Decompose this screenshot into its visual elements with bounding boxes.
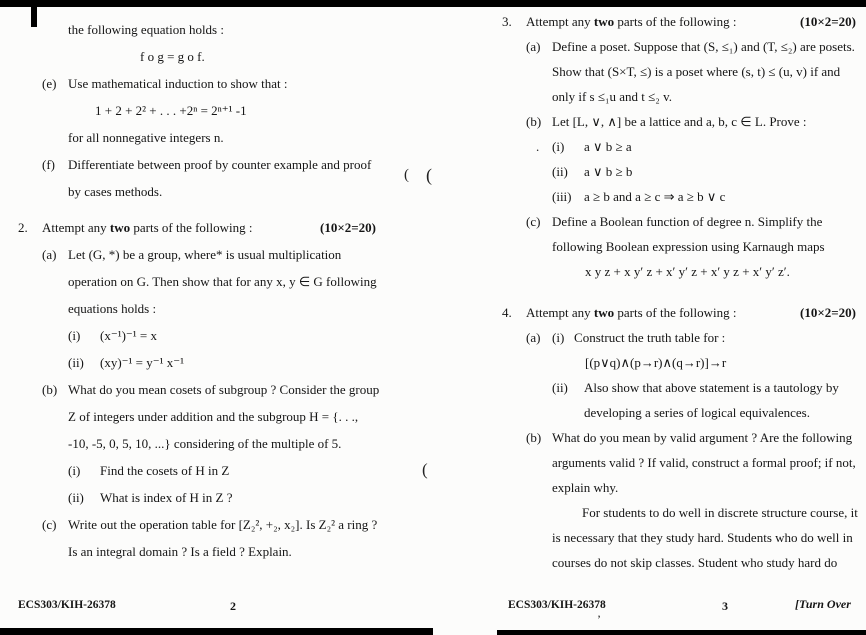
text-line <box>502 189 856 214</box>
text-line <box>502 505 856 530</box>
line-text: [(p∨q)∧(p→r)∧(q→r)]→r <box>585 355 727 370</box>
item-label: 3. <box>502 14 512 29</box>
text-line <box>18 463 396 490</box>
item-label: 2. <box>18 220 28 235</box>
item-label: (a) <box>526 330 541 345</box>
line-text: a ∨ b ≥ a <box>584 139 632 154</box>
footer-course-code-right: ECS303/KIH-26378 <box>508 599 606 611</box>
text-line <box>502 455 856 480</box>
item-label: (c) <box>42 517 57 532</box>
line-text: explain why. <box>552 480 619 495</box>
item-label: (b) <box>526 430 542 445</box>
line-text: only if s ≤₁u and t ≤₂ v. <box>552 89 672 104</box>
marks-label: (10×2=20) <box>800 305 856 320</box>
turn-over-label: [Turn Over <box>795 597 851 611</box>
text-line <box>502 530 856 555</box>
item-label: (ii) <box>552 164 568 179</box>
line-spacer <box>18 211 396 220</box>
line-text: What do you mean by valid argument ? Are the following <box>552 430 853 445</box>
text-line <box>18 220 396 247</box>
scan-edge-bottom-left <box>0 628 433 635</box>
stray-paren-mark: ( <box>422 460 428 479</box>
text-line <box>502 114 856 139</box>
text-line <box>502 139 856 164</box>
text-line <box>502 405 856 430</box>
text-line <box>18 130 396 157</box>
item-label: (i) <box>68 463 81 478</box>
item-label: 4. <box>502 305 512 320</box>
footer-page-number-right: 3 <box>722 599 728 613</box>
line-text: For students to do well in discrete structure course, it <box>582 505 858 520</box>
text-line <box>502 14 856 39</box>
line-text: a ≥ b and a ≥ c ⇒ a ≥ b ∨ c <box>584 189 726 204</box>
text-line <box>502 305 856 330</box>
line-text: Let [L, ∨, ∧] be a lattice and a, b, c ∈ L. Prove : <box>552 114 807 129</box>
line-text: (i) Construct the truth table for : <box>552 330 726 345</box>
text-line <box>18 490 396 517</box>
line-text: equations holds : <box>68 301 157 316</box>
line-text: Define a poset. Suppose that (S, ≤₁) and (T, ≤₂) are posets. <box>552 39 855 54</box>
line-text: Attempt any two parts of the following : <box>526 14 737 29</box>
text-line <box>502 64 856 89</box>
text-line <box>502 214 856 239</box>
text-line <box>502 39 856 64</box>
stray-paren-mark: ( <box>404 167 409 183</box>
text-line <box>502 239 856 264</box>
item-label: (f) <box>42 157 55 172</box>
line-text: courses do not skip classes. Student who study hard do <box>552 555 838 570</box>
line-text: for all nonnegative integers n. <box>68 130 224 145</box>
line-text: Differentiate between proof by counter example and proof <box>68 157 372 172</box>
line-text: -10, -5, 0, 5, 10, ...} considering of the multiple of 5. <box>68 436 342 451</box>
footer-page-number-left: 2 <box>230 599 236 613</box>
line-text: arguments valid ? If valid, construct a formal proof; if not, <box>552 455 856 470</box>
text-line <box>18 409 396 436</box>
item-label: (i) <box>552 139 565 154</box>
text-line <box>18 544 396 571</box>
item-label: (ii) <box>68 490 84 505</box>
item-label: (a) <box>42 247 57 262</box>
text-line <box>18 76 396 103</box>
line-text: Let (G, *) be a group, where* is usual multiplication <box>68 247 342 262</box>
item-label: (c) <box>526 214 541 229</box>
line-text: Use mathematical induction to show that : <box>68 76 288 91</box>
text-line <box>18 328 396 355</box>
line-text: the following equation holds : <box>68 22 224 37</box>
line-text: Is an integral domain ? Is a field ? Explain. <box>68 544 292 559</box>
marks-label: (10×2=20) <box>320 220 376 235</box>
text-line <box>18 157 396 184</box>
text-line <box>502 555 856 580</box>
line-text: Find the cosets of H in Z <box>100 463 230 478</box>
exam-page-right <box>502 14 856 580</box>
item-label: (iii) <box>552 189 572 204</box>
item-label: (b) <box>526 114 542 129</box>
line-text: What is index of H in Z ? <box>100 490 233 505</box>
line-text: (xy)⁻¹ = y⁻¹ x⁻¹ <box>100 355 185 370</box>
exam-page-left <box>18 22 396 571</box>
text-line <box>502 89 856 114</box>
text-line <box>18 103 396 130</box>
line-text: by cases methods. <box>68 184 163 199</box>
text-line <box>18 22 396 49</box>
line-text: Attempt any two parts of the following : <box>526 305 737 320</box>
item-label: (a) <box>526 39 541 54</box>
line-text: What do you mean cosets of subgroup ? Consider the group <box>68 382 380 397</box>
text-line <box>502 330 856 355</box>
item-label: (e) <box>42 76 57 91</box>
item-label: (i) <box>68 328 81 343</box>
line-text: Define a Boolean function of degree n. Simplify the <box>552 214 823 229</box>
line-text: following Boolean expression using Karnaugh maps <box>552 239 825 254</box>
item-label: (ii) <box>552 380 568 395</box>
line-spacer <box>502 289 856 305</box>
text-line <box>18 436 396 463</box>
scan-edge-top <box>0 0 866 7</box>
line-text: a ∨ b ≥ b <box>584 164 633 179</box>
text-line <box>18 184 396 211</box>
text-line <box>18 274 396 301</box>
scan-edge-bottom-right <box>497 630 866 635</box>
marks-label: (10×2=20) <box>800 14 856 29</box>
text-line <box>18 355 396 382</box>
line-text: f o g = g o f. <box>140 49 205 64</box>
text-line <box>18 247 396 274</box>
text-line <box>18 301 396 328</box>
line-text: 1 + 2 + 2² + . . . +2ⁿ = 2ⁿ⁺¹ -1 <box>95 103 247 118</box>
line-text: is necessary that they study hard. Students who do well in <box>552 530 853 545</box>
text-line <box>502 264 856 289</box>
line-text: Also show that above statement is a tautology by <box>584 380 839 395</box>
line-text: x y z + x y′ z + x′ y′ z + x′ y z + x′ y′ z′. <box>585 264 790 279</box>
line-text: operation on G. Then show that for any x, y ∈ G following <box>68 274 377 289</box>
line-text: Attempt any two parts of the following : <box>42 220 253 235</box>
text-line <box>502 164 856 189</box>
stray-tick-mark: ’ <box>597 612 601 626</box>
text-line <box>502 380 856 405</box>
text-line <box>18 382 396 409</box>
footer-course-code-left: ECS303/KIH-26378 <box>18 599 116 611</box>
stray-paren-mark: ( <box>426 165 432 185</box>
item-label: (ii) <box>68 355 84 370</box>
line-text: developing a series of logical equivalences. <box>584 405 810 420</box>
stray-dot-mark: . <box>536 139 540 154</box>
line-text: Z of integers under addition and the subgroup H = {. . ., <box>68 409 359 424</box>
text-line <box>502 355 856 380</box>
text-line <box>18 517 396 544</box>
text-line <box>502 430 856 455</box>
text-line <box>502 480 856 505</box>
item-label: (b) <box>42 382 58 397</box>
text-line <box>18 49 396 76</box>
line-text: (x⁻¹)⁻¹ = x <box>100 328 158 343</box>
line-text: Show that (S×T, ≤) is a poset where (s, t) ≤ (u, v) if and <box>552 64 841 79</box>
line-text: Write out the operation table for [Z₂², +₂, x₂]. Is Z₂² a ring ? <box>68 517 378 532</box>
